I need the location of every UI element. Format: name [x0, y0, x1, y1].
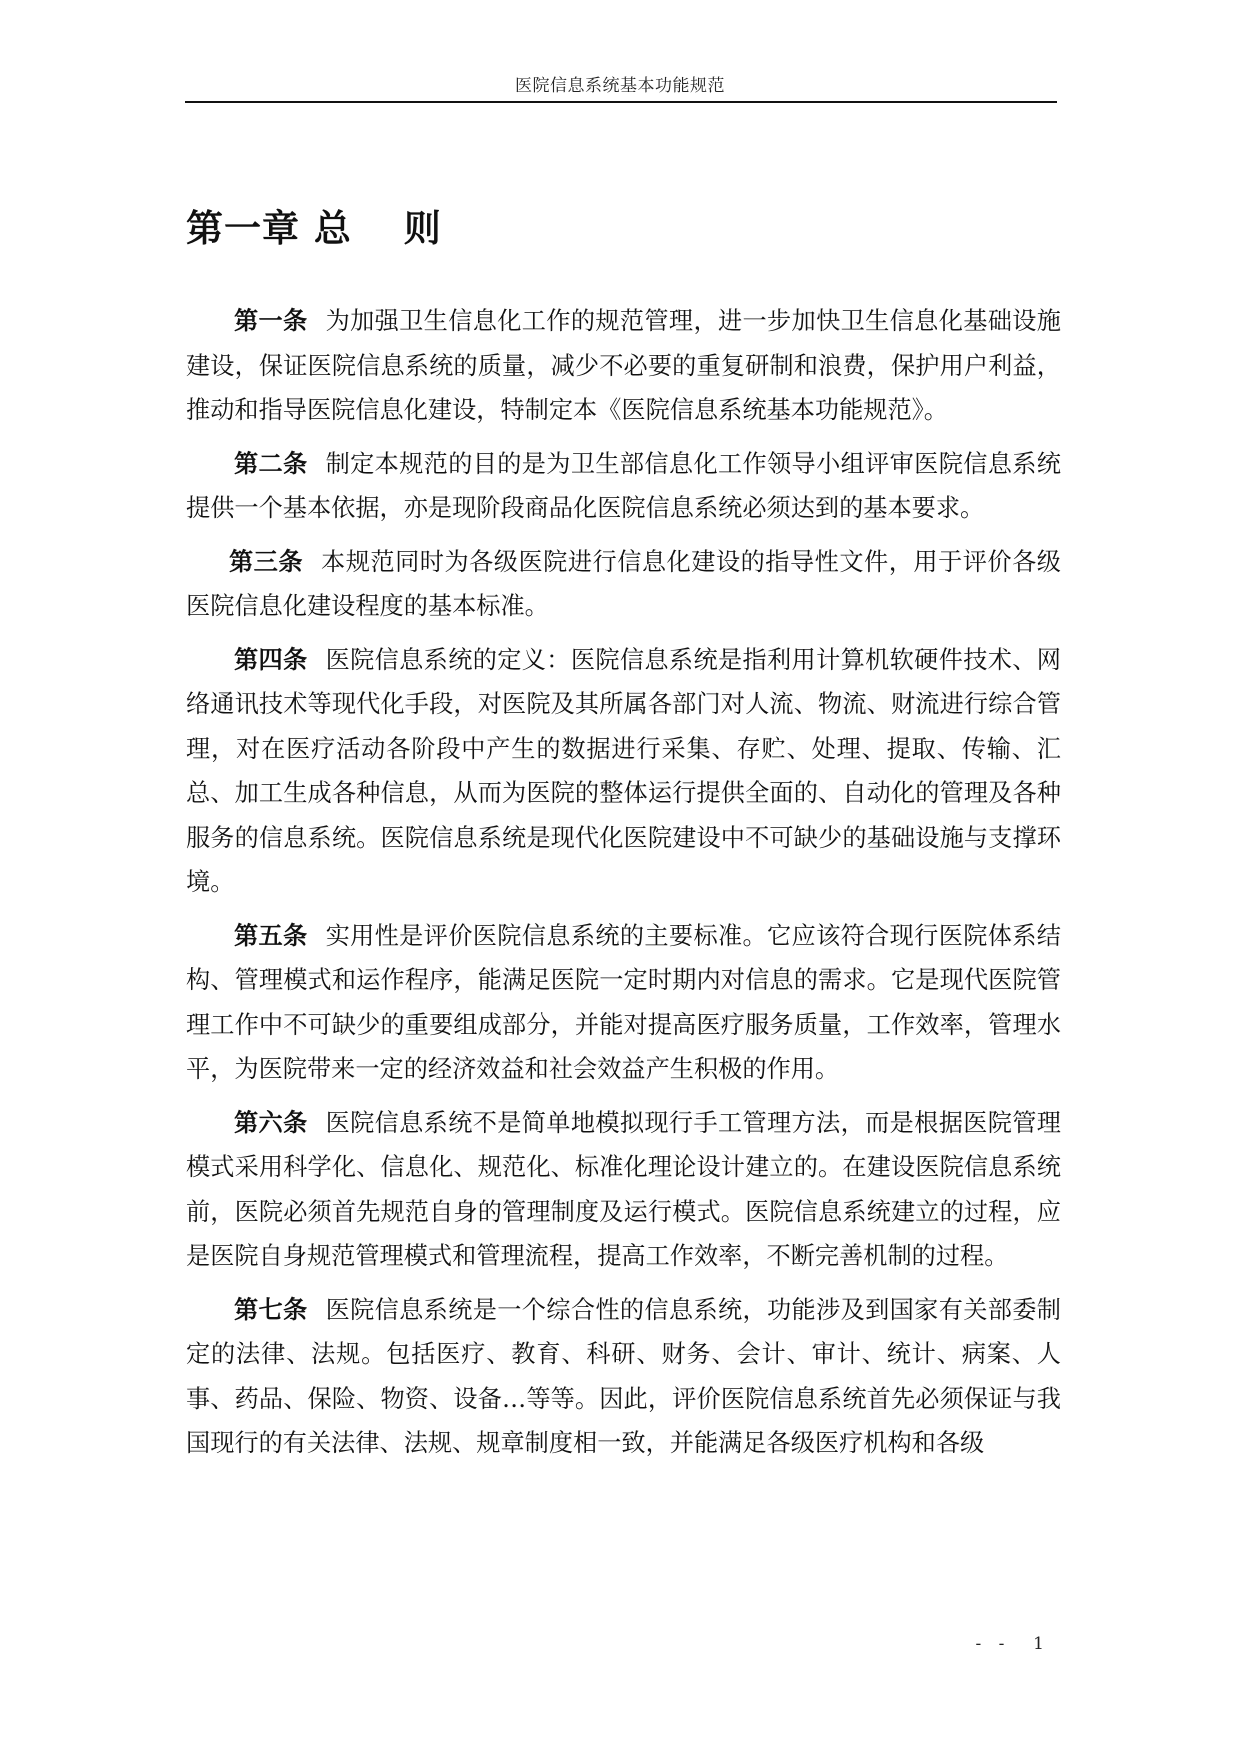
- article-4: [186, 638, 1061, 905]
- article-number: 第六条: [234, 1108, 308, 1137]
- chapter-title: 第一章 总 则: [186, 207, 442, 250]
- article-number: 第五条: [234, 921, 308, 950]
- article-number: 第七条: [234, 1295, 308, 1324]
- article-number: 第一条: [234, 307, 308, 335]
- article-7: [186, 1288, 1061, 1466]
- article-number: 第三条: [229, 547, 304, 576]
- article-text: 医院信息系统是一个综合性的信息系统，功能涉及到国家有关部委制定的法律、法规。包括医疗、教育、科研、财务、会计、审计、统计、病案、人事、药品、保险、物资、设备…等等。因此，评价医院信息系统首先必须保证与我国现行的有关法律、法规、规章制度相一致，并能满足各级医疗机构和各级: [186, 1295, 1061, 1457]
- article-text: 实用性是评价医院信息系统的主要标准。它应该符合现行医院体系结构、管理模式和运作程序，能满足医院一定时期内对信息的需求。它是现代医院管理工作中不可缺少的重要组成部分，并能对提高医疗服务质量，工作效率，管理水平，为医院带来一定的经济效益和社会效益产生积极的作用。: [186, 921, 1061, 1083]
- article-list: [186, 299, 1061, 1475]
- article-number: 第四条: [234, 645, 308, 674]
- running-header-title: 医院信息系统基本功能规范: [515, 76, 725, 96]
- page-number: - - 1: [975, 1634, 1050, 1654]
- article-text: 制定本规范的目的是为卫生部信息化工作领导小组评审医院信息系统提供一个基本依据，亦是现阶段商品化医院信息系统必须达到的基本要求。: [186, 449, 1061, 522]
- article-2: [186, 442, 1061, 531]
- article-number: 第二条: [234, 449, 308, 478]
- article-6: [186, 1101, 1061, 1279]
- article-3: [186, 540, 1061, 629]
- article-text: 医院信息系统不是简单地模拟现行手工管理方法，而是根据医院管理模式采用科学化、信息化、规范化、标准化理论设计建立的。在建设医院信息系统前，医院必须首先规范自身的管理制度及运行模式。医院信息系统建立的过程，应是医院自身规范管理模式和管理流程，提高工作效率，不断完善机制的过程。: [186, 1108, 1061, 1270]
- article-5: [186, 914, 1061, 1092]
- article-text: 医院信息系统的定义：医院信息系统是指利用计算机软硬件技术、网络通讯技术等现代化手段，对医院及其所属各部门对人流、物流、财流进行综合管理，对在医疗活动各阶段中产生的数据进行采集、存贮、处理、提取、传输、汇总、加工生成各种信息，从而为医院的整体运行提供全面的、自动化的管理及各种服务的信息系统。医院信息系统是现代化医院建设中不可缺少的基础设施与支撑环境。: [186, 645, 1061, 896]
- article-text: 为加强卫生信息化工作的规范管理，进一步加快卫生信息化基础设施建设，保证医院信息系统的质量，减少不必要的重复研制和浪费，保护用户利益，推动和指导医院信息化建设，特制定本《医院信息系统基本功能规范》。: [186, 307, 1061, 424]
- article-text: 本规范同时为各级医院进行信息化建设的指导性文件，用于评价各级医院信息化建设程度的基本标准。: [186, 547, 1061, 620]
- article-1: [186, 299, 1061, 433]
- header-rule: [185, 101, 1057, 103]
